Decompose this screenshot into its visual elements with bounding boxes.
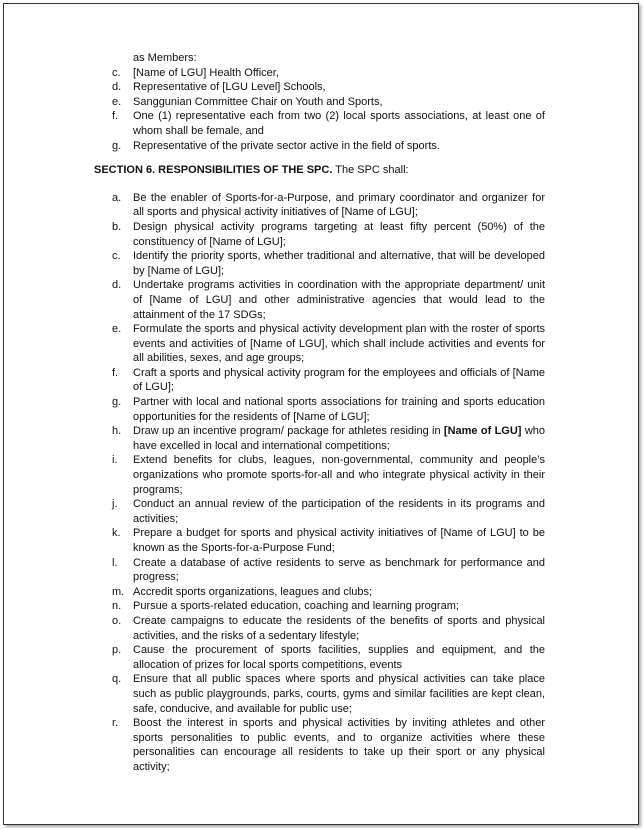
- list-item-text: Create a database of active residents to serve as benchmark for performance and progress;: [133, 556, 545, 584]
- list-item: [4, 395, 545, 424]
- list-item-text: Undertake programs activities in coordination with the appropriate department/ unit of [Name of LGU] and other administrative agencies that would lead to the attainment of the 17 SDGs;: [133, 279, 545, 321]
- list-item: [4, 556, 545, 585]
- list-marker: e.: [112, 95, 122, 108]
- section-6-heading-rest: The SPC shall:: [332, 164, 409, 177]
- list-item: [4, 220, 545, 249]
- list-item-text: Craft a sports and physical activity program for the employees and officials of [Name of LGU];: [133, 366, 545, 394]
- list-item-text: Partner with local and national sports associations for training and sports education opportunities for the residents of [Name of LGU];: [133, 396, 545, 423]
- responsibilities-list: [4, 191, 638, 775]
- list-item-text: Accredit sports organizations, leagues and clubs;: [133, 585, 373, 598]
- list-item: [4, 614, 545, 643]
- list-item: [4, 585, 545, 600]
- list-item: [4, 497, 545, 526]
- list-marker: d.: [112, 81, 122, 94]
- list-item-text: Pursue a sports-related education, coaching and learning program;: [133, 600, 459, 613]
- list-marker: m.: [112, 585, 125, 598]
- list-item-text: Sanggunian Committee Chair on Youth and Sports,: [133, 95, 383, 108]
- list-marker: h.: [112, 425, 122, 438]
- list-item-text-bold: [Name of LGU]: [443, 425, 522, 438]
- list-item: [4, 716, 545, 774]
- list-item-text: Ensure that all public spaces where sports and physical activities can take place such as public playgrounds, parks, courts, gyms and similar facilities are kept clean, safe, conducive, and available for public use;: [133, 673, 545, 715]
- section-6-heading: [4, 163, 574, 178]
- list-item: [4, 453, 545, 497]
- list-item: [4, 643, 545, 672]
- document-body: [4, 51, 638, 775]
- list-marker: f.: [112, 366, 119, 379]
- members-continuation: as Members:: [133, 52, 197, 64]
- list-item-text: Extend benefits for clubs, leagues, non-governmental, community and people’s organizations who promote sports-for-all and who integrate physical activity in their programs;: [133, 454, 545, 496]
- list-marker: a.: [112, 191, 122, 204]
- list-marker: q.: [112, 673, 122, 686]
- list-marker: k.: [112, 527, 121, 540]
- list-item-text: Design physical activity programs targeting at least fifty percent (50%) of the constituency of [Name of LGU];: [133, 220, 545, 248]
- members-list: [4, 66, 638, 154]
- list-item: [4, 109, 545, 138]
- list-marker: b.: [112, 220, 122, 233]
- list-marker: l.: [112, 556, 118, 569]
- list-item-text: Identify the priority sports, whether traditional and alternative, that will be developed by [Name of LGU];: [133, 250, 545, 277]
- list-item: [4, 278, 545, 322]
- list-marker: c.: [112, 66, 121, 79]
- list-item: [4, 249, 545, 278]
- list-item: [4, 322, 545, 366]
- list-item: [4, 95, 545, 110]
- list-item-text: Conduct an annual review of the participation of the residents in its programs and activities;: [133, 498, 545, 525]
- list-item-text: Cause the procurement of sports facilities, supplies and equipment, and the allocation of prizes for local sports competitions, events: [133, 644, 545, 671]
- list-marker: e.: [112, 323, 122, 336]
- list-marker: p.: [112, 644, 122, 657]
- list-item: [4, 526, 545, 555]
- list-item-text: [Name of LGU] Health Officer,: [133, 66, 279, 79]
- list-item-text: Representative of [LGU Level] Schools,: [133, 81, 326, 94]
- document-page: [3, 3, 639, 825]
- list-item-text-before: Draw up an incentive program/ package for athletes residing in: [133, 425, 444, 438]
- list-item: [4, 80, 545, 95]
- list-marker: g.: [112, 396, 122, 409]
- list-marker: r.: [112, 717, 119, 730]
- list-item: [4, 424, 545, 453]
- list-item: [4, 672, 545, 716]
- list-marker: j.: [112, 498, 118, 511]
- list-item: [4, 139, 545, 154]
- list-item-text: Formulate the sports and physical activity development plan with the roster of sports events and activities of [Name of LGU], which shall include activities and events for all abilities, sexes, and age groups;: [133, 323, 545, 365]
- list-item-text-after: who have excelled in local and international competitions;: [133, 425, 545, 452]
- list-item: [4, 191, 545, 220]
- list-item-text: One (1) representative each from two (2) local sports associations, at least one of whom shall be female, and: [133, 110, 545, 137]
- list-marker: o.: [112, 614, 122, 627]
- list-item-text: Prepare a budget for sports and physical activity initiatives of [Name of LGU] to be known as the Sports-for-a-Purpose Fund;: [133, 527, 545, 554]
- list-marker: f.: [112, 110, 119, 123]
- section-6-heading-bold: SECTION 6. RESPONSIBILITIES OF THE SPC.: [94, 164, 333, 177]
- list-item: [4, 66, 545, 81]
- list-item-text: Representative of the private sector active in the field of sports.: [133, 139, 440, 152]
- list-marker: d.: [112, 279, 122, 292]
- list-item: [4, 366, 545, 395]
- list-marker: i.: [112, 454, 118, 467]
- list-marker: c.: [112, 250, 121, 263]
- list-marker: g.: [112, 139, 122, 152]
- list-item-text: Create campaigns to educate the residents of the benefits of sports and physical activities, and the risks of a sedentary lifestyle;: [133, 614, 545, 642]
- list-item-text: Be the enabler of Sports-for-a-Purpose, and primary coordinator and organizer for all sports and physical activity initiatives of [Name of LGU];: [133, 191, 545, 219]
- list-marker: n.: [112, 600, 122, 613]
- list-item-text: Boost the interest in sports and physical activities by inviting athletes and other sports personalities to public events, and to organize activities where these personalities can encourage all residents to take up their sport or any physical activity;: [133, 717, 545, 773]
- list-item: [4, 599, 545, 614]
